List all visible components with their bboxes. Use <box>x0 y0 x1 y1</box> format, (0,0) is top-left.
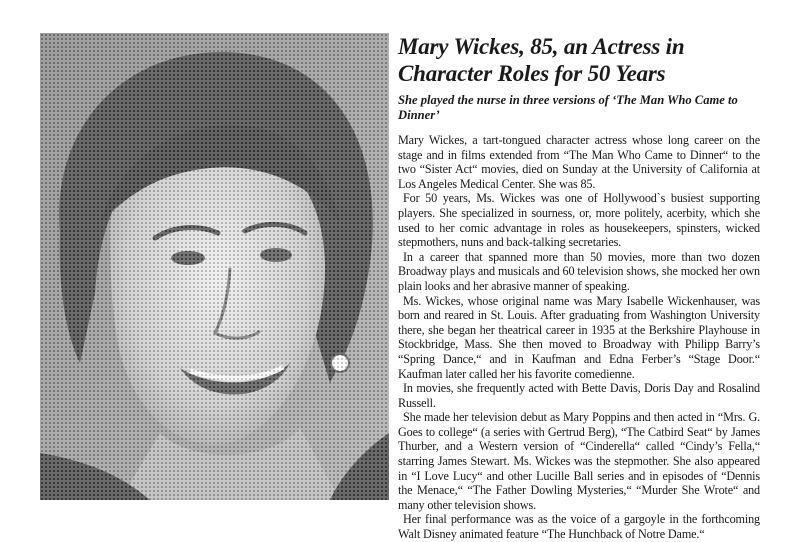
paragraph: In movies, she frequently acted with Bette Davis, Doris Day and Rosalind Russell. <box>398 381 760 410</box>
paragraph: Ms. Wickes, whose original name was Mary Isabelle Wickenhauser, was born and reared in St. Louis. After graduating from Washington University there, she began her theatrical career in 1935 at the Berkshire Playhouse in Stockbridge, Mass. She then moved to Broadway with Philipp Barry’s “Spring Dance,“ and in Kaufman and Edna Ferber’s “Stage Door.“ Kaufman later called her his favorite comedienne. <box>398 293 760 381</box>
halftone-portrait-icon <box>40 33 389 500</box>
article-body <box>398 133 760 542</box>
paragraph: For 50 years, Ms. Wickes was one of Hollywood`s busiest supporting players. She specialized in sourness, or, more politely, acerbity, which she used to her comic advantage in roles as housekeepers, spinsters, wicked stepmothers, nuns and back-talking secretaries. <box>398 191 760 250</box>
headline: Mary Wickes, 85, an Actress in Character Roles for 50 Years <box>398 34 685 86</box>
portrait-photo <box>40 33 389 500</box>
paragraph: In a career that spanned more than 50 movies, more than two dozen Broadway plays and musicals and 60 television shows, she mocked her own plain looks and her abrasive manner of speaking. <box>398 249 760 293</box>
subheadline: She played the nurse in three versions of ‘The Man Who Came to Dinner’ <box>398 93 738 122</box>
article <box>398 33 760 542</box>
paragraph: She made her television debut as Mary Poppins and then acted in “Mrs. G. Goes to college“ (a series with Gertrud Berg), “The Catbird Seat“ by James Thurber, and a Western version of “Cinderella“ called “Cindy’s Fella,“ starring James Stewart. Ms. Wickes was the stepmother. She also appeared in “I Love Lucy“ and other Lucille Ball series and in episodes of “Dennis the Menace,“ “The Father Dowling Mysteries,“ “Murder She Wrote“ and many other television shows. <box>398 410 760 512</box>
paragraph: Her final performance was as the voice of a gargoyle in the forthcoming Walt Disney animated feature “The Hunchback of Notre Dame.“ <box>398 512 760 542</box>
paragraph: Mary Wickes, a tart-tongued character actress whose long career on the stage and in films extended from “The Man Who Came to Dinner“ to the two “Sister Act“ movies, died on Sunday at the University of California at Los Angeles Medical Center. She was 85. <box>398 133 760 191</box>
